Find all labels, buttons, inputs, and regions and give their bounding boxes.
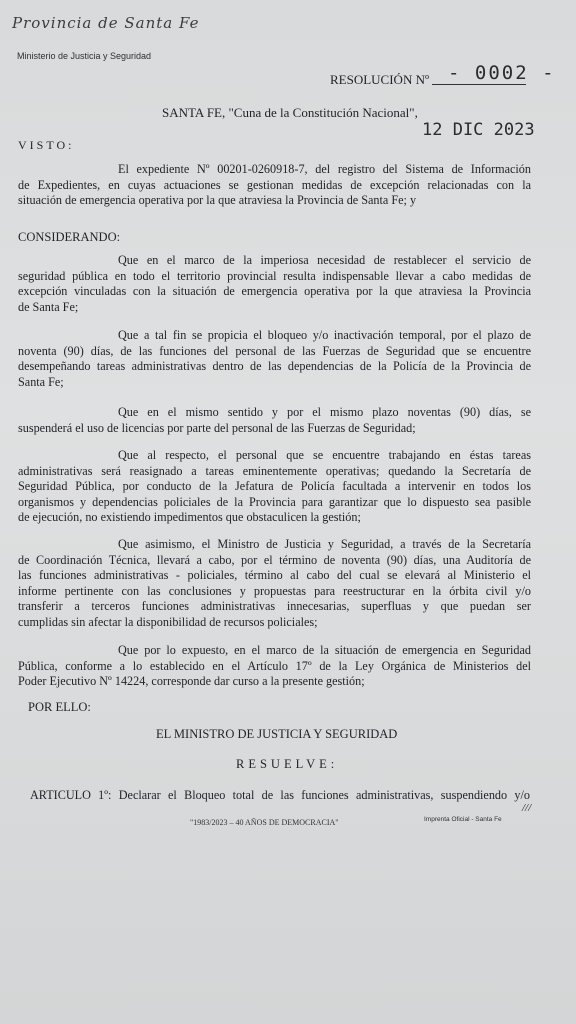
text-line: administrativas será reasignado a tareas eminentemente operativas; quedando la Secretaría de (18, 463, 531, 478)
resolution-underline (432, 84, 526, 85)
text-line: suspenderá el uso de licencias por parte del personal de las Fuerzas de Seguridad; (18, 420, 416, 435)
text-line: informe pertinente con las conclusiones y propuestas para reestructurar en la órbita civil y/o (18, 583, 531, 598)
visto-paragraph (18, 162, 531, 209)
footer-printer: Imprenta Oficial - Santa Fe (424, 816, 502, 823)
text-line: noventa (90) días, de las funciones del personal de las Fuerzas de Seguridad que se encuentre (18, 343, 531, 358)
footer-motto: "1983/2023 – 40 AÑOS DE DEMOCRACIA" (190, 818, 339, 827)
resuelve-heading: RESUELVE: (236, 757, 339, 771)
text-line: Que asimismo, el Ministro de Justicia y Seguridad, a través de la Secretaría (118, 537, 531, 551)
text-line: de ejecución, no existiendo impedimentos que obstaculicen la gestión; (18, 510, 361, 525)
considerando-paragraph (18, 537, 531, 631)
text-line: de Expedientes, en cuyas actuaciones se gestionan medidas de excepción relacionadas con la (18, 177, 531, 192)
minister-heading: EL MINISTRO DE JUSTICIA Y SEGURIDAD (156, 727, 398, 741)
text-line: cumplidas sin afectar la disponibilidad de recursos policiales; (18, 614, 318, 629)
letterhead-province: Provincia de Santa Fe (12, 14, 200, 32)
text-line: organismos y dependencias policiales de la Provincia para garantizar que lo dispuesto sea pasible (18, 494, 531, 509)
text-line: Poder Ejecutivo Nº 14224, corresponde dar curso a la presente gestión; (18, 674, 365, 689)
text-line: Que en el marco de la imperiosa necesidad de restablecer el servicio de (118, 253, 531, 267)
visto-heading: VISTO: (18, 138, 75, 152)
text-line: Seguridad Pública, por conducto de la Jefatura de Policía facultada a intervenir en todos los (18, 479, 531, 494)
text-line: seguridad pública en todo el territorio provincial resulta indispensable llevar a cabo medidas de (18, 268, 531, 283)
considerando-paragraph (18, 328, 531, 390)
date-stamp: 12 DIC 2023 (422, 120, 535, 140)
resolution-label: RESOLUCIÓN Nº (330, 72, 430, 87)
text-line: Que a tal fin se propicia el bloqueo y/o inactivación temporal, por el plazo de (118, 328, 531, 342)
continuation-mark: /// (522, 802, 532, 814)
text-line: Que por lo expuesto, en el marco de la situación de emergencia en Seguridad (118, 643, 531, 657)
text-line: excepción vinculadas con la situación de emergencia operativa por la que atraviesa la Provincia (18, 284, 531, 299)
letterhead-ministry: Ministerio de Justicia y Seguridad (17, 51, 152, 61)
articulo-1-line: ARTICULO 1º: Declarar el Bloqueo total de las funciones administrativas, suspendiendo y/o (30, 788, 530, 802)
articulo-paragraph (30, 788, 530, 804)
por-ello-heading: POR ELLO: (28, 700, 91, 714)
text-line: las funciones administrativas - policiales, término al cabo del cual se elevará al Ministerio el (18, 568, 531, 583)
text-line: Santa Fe; (18, 374, 64, 389)
text-line: transferir a terceros funciones administrativas innecesarias, superfluas y que puedan ser (18, 599, 531, 614)
text-line: de Coordinación Técnica, llevará a cabo, por el término de noventa (90) días, una Auditoría de (18, 552, 531, 567)
resolution-number: - 0002 - (448, 62, 556, 84)
text-line: Que en el mismo sentido y por el mismo plazo noventas (90) días, se (118, 405, 531, 419)
text-line: El expediente Nº 00201-0260918-7, del registro del Sistema de Información (118, 162, 531, 176)
city-line: SANTA FE, "Cuna de la Constitución Nacional", (162, 105, 418, 120)
considerando-paragraph (18, 253, 531, 315)
considerando-paragraph (18, 643, 531, 690)
text-line: Que al respecto, el personal que se encuentre trabajando en éstas tareas (118, 448, 531, 462)
considerando-paragraph (18, 405, 531, 436)
text-line: de Santa Fe; (18, 299, 79, 314)
considerando-paragraph (18, 448, 531, 526)
considerando-heading: CONSIDERANDO: (18, 230, 121, 244)
text-line: situación de emergencia operativa por la que atraviesa la Provincia de Santa Fe; y (18, 193, 417, 208)
text-line: Pública, conforme a lo establecido en el Artículo 17º de la Ley Orgánica de Ministerios del (18, 658, 531, 673)
text-line: desempeñando tareas administrativas dentro de las dependencias de la Policía de la Provincia de (18, 359, 531, 374)
